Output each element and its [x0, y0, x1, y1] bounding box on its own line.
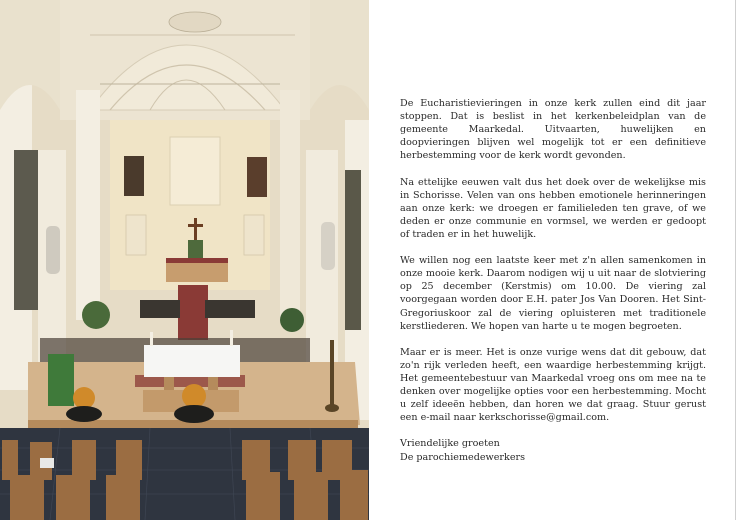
- closing-greeting: Vriendelijke groeten: [400, 438, 500, 450]
- letter-text: [400, 97, 706, 464]
- paragraph-announcement: De Eucharistievieringen in onze kerk zullen eind dit jaar stoppen. Dat is beslist in het kerkenbeleidplan van de gemeente Maarkedal. Uitvaarten, huwelijken en doopvieringen blijven wel mogelijk tot er een definitieve herbestemming voor de kerk wordt gevonden.: [400, 98, 706, 162]
- signature: De parochiemedewerkers: [400, 451, 526, 463]
- paragraph-repurposing: Maar er is meer. Het is onze vurige wens dat dit gebouw, dat zo'n rijk verleden heeft, een waardige herbestemming krijgt. Het gemeentebestuur van Maarkedal vroeg ons om mee na te denken over mogelijke opties voor een herbestemming. Mocht u zelf ideeën hebben, dan horen we dat graag. Stuur gerust een e-mail naar kerkschorisse@gmail.com.: [400, 346, 706, 424]
- paragraph-memories: Na ettelijke eeuwen valt dus het doek over de wekelijkse mis in Schorisse. Velen van ons hebben emotionele herinneringen aan onze kerk: we droegen er familieleden ten grave, of we deden er onze communie en vormsel, we werden er gedoopt of traden er in het huwelijk.: [400, 176, 706, 240]
- paragraph-invitation: We willen nog een laatste keer met z'n allen samenkomen in onze mooie kerk. Daarom nodigen wij u uit naar de slotviering op 25 december (Kerstmis) om 10.00. De viering zal voorgegaan worden door E.H. pater Jos Van Dooren. Het Sint-Gregoriuskoor zal de viering opluisteren met traditionele kerstliederen. We hopen van harte u te mogen begroeten.: [400, 255, 706, 332]
